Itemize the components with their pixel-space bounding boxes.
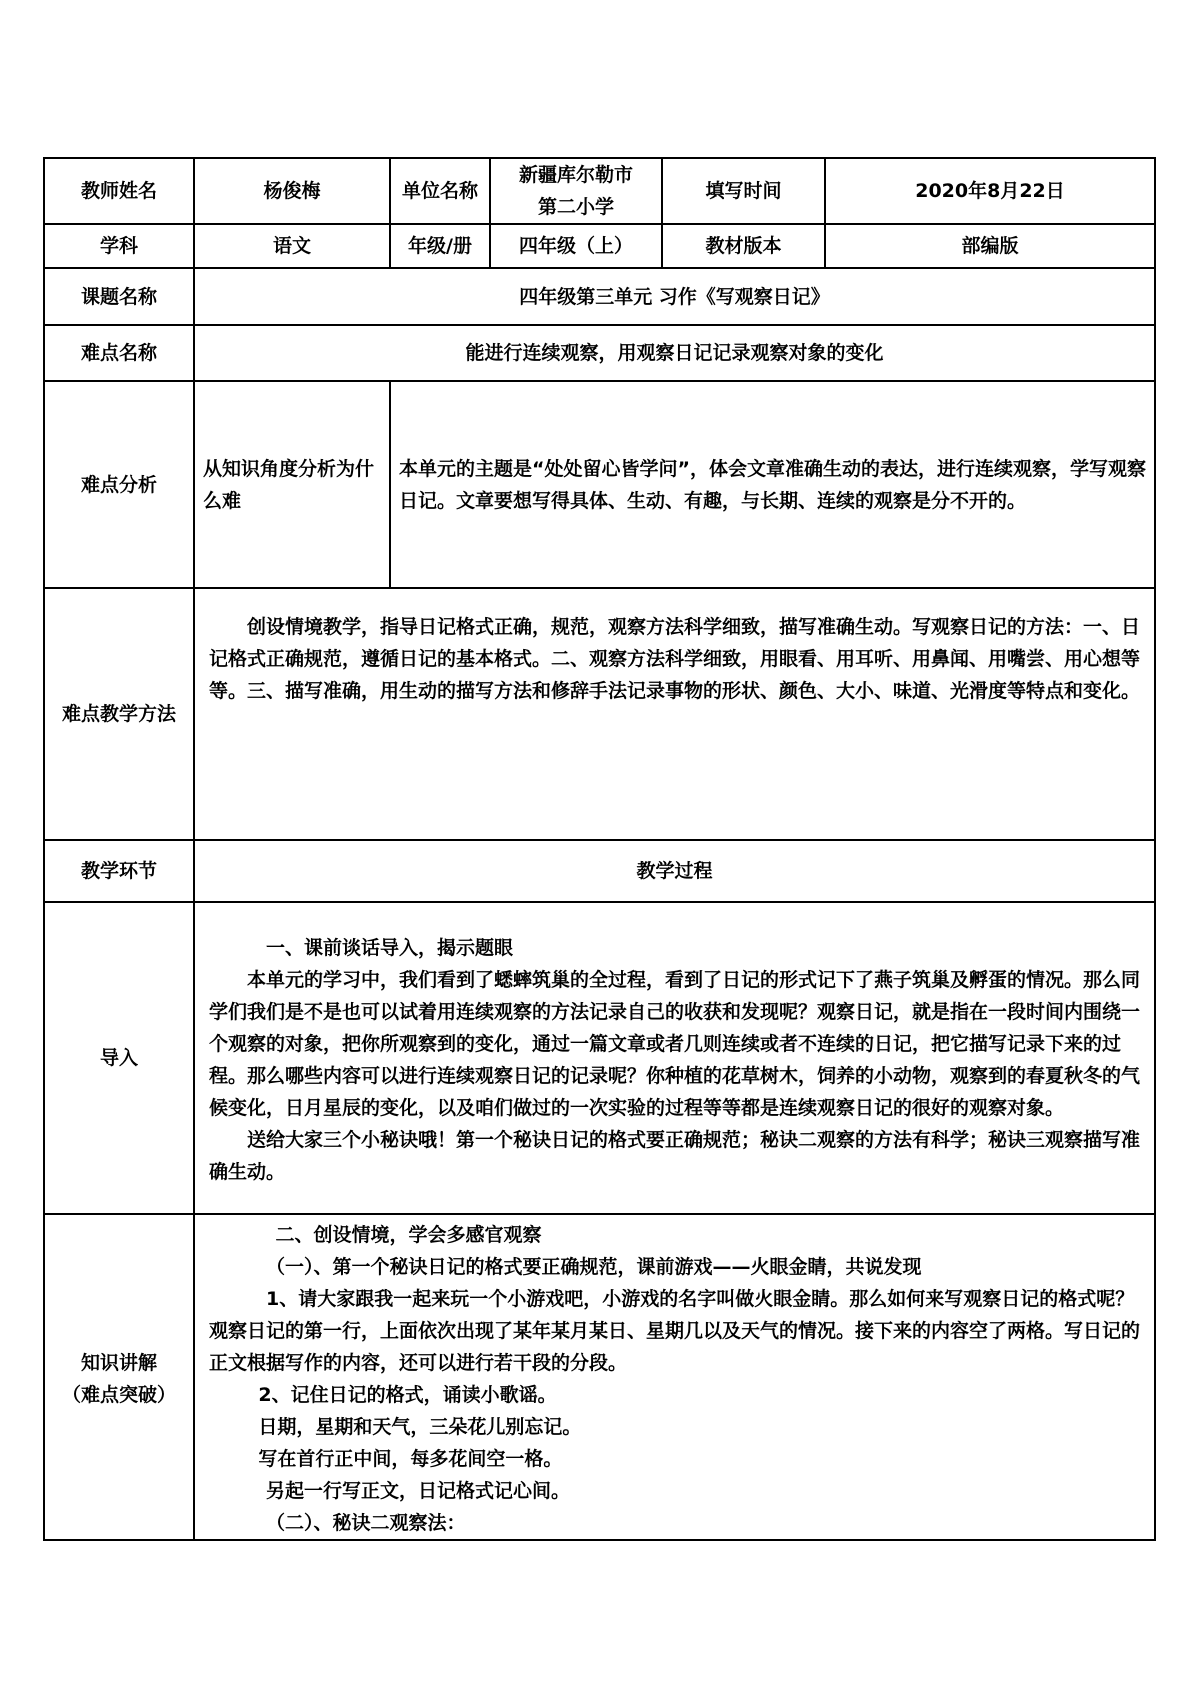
unit-label: 单位名称 bbox=[390, 158, 490, 224]
topic-row bbox=[44, 268, 1155, 325]
grade-value: 四年级（上） bbox=[490, 224, 662, 268]
edition-label: 教材版本 bbox=[662, 224, 825, 268]
knowledge-row bbox=[44, 1214, 1155, 1540]
subject-value: 语文 bbox=[194, 224, 390, 268]
grade-label: 年级/册 bbox=[390, 224, 490, 268]
knowledge-heading: 二、创设情境，学会多感官观察 bbox=[275, 1224, 542, 1246]
method-cell bbox=[194, 588, 1155, 840]
subject-label: 学科 bbox=[44, 224, 194, 268]
topic-value: 四年级第三单元 习作《写观察日记》 bbox=[194, 268, 1155, 325]
edition-value: 部编版 bbox=[825, 224, 1155, 268]
knowledge-label bbox=[44, 1214, 194, 1540]
knowledge-paragraph-1: 1、请大家跟我一起来玩一个小游戏吧，小游戏的名字叫做火眼金睛。那么如何来写观察日记的格式呢？观察日记的第一行，上面依次出现了某年某月某日、星期几以及天气的情况。接下来的内容空了两格。写日记的正文根据写作的内容，还可以进行若干段的分段。 bbox=[209, 1288, 1141, 1374]
difficulty-label: 难点名称 bbox=[44, 325, 194, 381]
song-line-3: 另起一行写正文，日记格式记心间。 bbox=[266, 1480, 571, 1502]
method-text: 创设情境教学，指导日记格式正确，规范，观察方法科学细致，描写准确生动。写观察日记的方法：一、日记格式正确规范，遵循日记的基本格式。二、观察方法科学细致，用眼看、用耳听、用鼻闻、用嘴尝、用心想等等。三、描写准确，用生动的描写方法和修辞手法记录事物的形状、颜色、大小、味道、光滑度等特点和变化。 bbox=[209, 616, 1141, 702]
date-label: 填写时间 bbox=[662, 158, 825, 224]
teacher-label: 教师姓名 bbox=[44, 158, 194, 224]
unit-value-line2: 第二小学 bbox=[537, 196, 614, 218]
analysis-text: 本单元的主题是“处处留心皆学问”，体会文章准确生动的表达，进行连续观察，学写观察日记。文章要想写得具体、生动、有趣，与长期、连续的观察是分不开的。 bbox=[390, 381, 1155, 588]
header-row-2 bbox=[44, 224, 1155, 268]
unit-value bbox=[490, 158, 662, 224]
song-line-1: 日期，星期和天气，三朵花儿别忘记。 bbox=[258, 1416, 582, 1438]
analysis-sub-label: 从知识角度分析为什么难 bbox=[194, 381, 390, 588]
date-value: 2020年8月22日 bbox=[825, 158, 1155, 224]
lesson-plan-table bbox=[43, 157, 1156, 1541]
knowledge-label-line2: （难点突破） bbox=[61, 1384, 176, 1406]
intro-heading: 一、课前谈话导入，揭示题眼 bbox=[266, 937, 514, 959]
knowledge-sub1: （一）、第一个秘诀日记的格式要正确规范，课前游戏——火眼金睛，共说发现 bbox=[266, 1256, 922, 1278]
method-label: 难点教学方法 bbox=[44, 588, 194, 840]
process-header-row bbox=[44, 840, 1155, 902]
process-value: 教学过程 bbox=[194, 840, 1155, 902]
intro-row bbox=[44, 902, 1155, 1214]
knowledge-paragraph-2: 2、记住日记的格式，诵读小歌谣。 bbox=[258, 1384, 557, 1406]
process-label: 教学环节 bbox=[44, 840, 194, 902]
analysis-row bbox=[44, 381, 1155, 588]
knowledge-cell bbox=[194, 1214, 1155, 1540]
intro-cell bbox=[194, 902, 1155, 1214]
knowledge-label-line1: 知识讲解 bbox=[80, 1352, 157, 1374]
teacher-value: 杨俊梅 bbox=[194, 158, 390, 224]
header-row-1 bbox=[44, 158, 1155, 224]
song-line-2: 写在首行正中间，每多花间空一格。 bbox=[258, 1448, 563, 1470]
intro-paragraph-1: 本单元的学习中，我们看到了蟋蟀筑巢的全过程，看到了日记的形式记下了燕子筑巢及孵蛋的情况。那么同学们我们是不是也可以试着用连续观察的方法记录自己的收获和发现呢？观察日记，就是指在一段时间内围绕一个观察的对象，把你所观察到的变化，通过一篇文章或者几则连续或者不连续的日记，把它描写记录下来的过程。那么哪些内容可以进行连续观察日记的记录呢？你种植的花草树木，饲养的小动物，观察到的春夏秋冬的气候变化，日月星辰的变化，以及咱们做过的一次实验的过程等等都是连续观察日记的很好的观察对象。 bbox=[209, 969, 1141, 1119]
intro-paragraph-2: 送给大家三个小秘诀哦！第一个秘诀日记的格式要正确规范；秘诀二观察的方法有科学；秘诀三观察描写准确生动。 bbox=[209, 1129, 1141, 1183]
topic-label: 课题名称 bbox=[44, 268, 194, 325]
unit-value-line1: 新疆库尔勒市 bbox=[518, 164, 633, 186]
knowledge-sub2: （二）、秘诀二观察法： bbox=[266, 1512, 466, 1534]
difficulty-value: 能进行连续观察，用观察日记记录观察对象的变化 bbox=[194, 325, 1155, 381]
method-row bbox=[44, 588, 1155, 840]
analysis-label: 难点分析 bbox=[44, 381, 194, 588]
difficulty-row bbox=[44, 325, 1155, 381]
intro-label: 导入 bbox=[44, 902, 194, 1214]
